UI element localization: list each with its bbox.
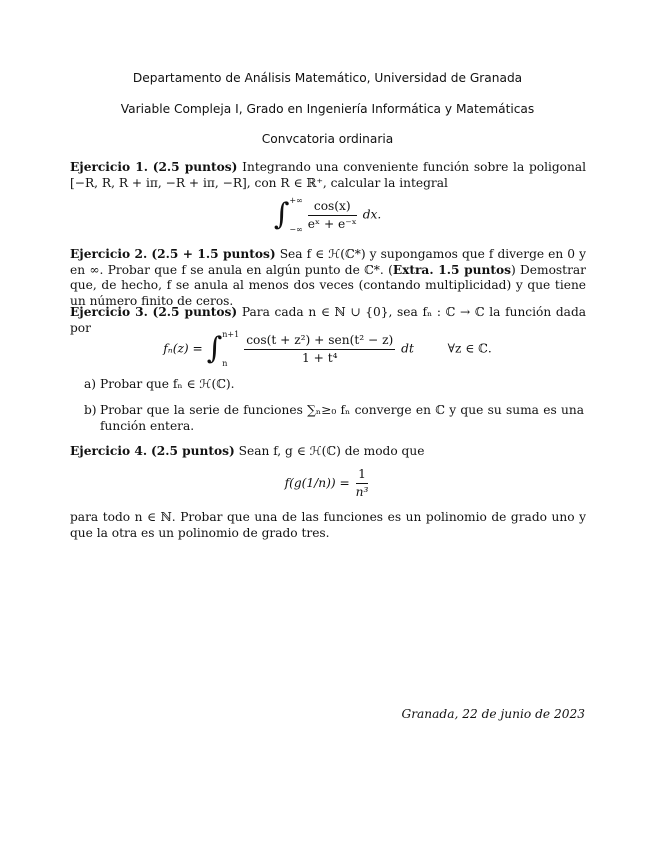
exercise-2-text-b: ) Demostrar que, de hecho, f se anula al menos dos veces (contando multiplicidad) y que tiene un número finito de ceros.: [70, 262, 586, 308]
exercise-4-equation: [0, 467, 655, 500]
exercise-1-text: Integrando una conveniente función sobre la poligonal [−R, R, R + iπ, −R + iπ, −R], con R ∈ ℝ⁺, calcular la integral: [70, 160, 587, 190]
fn-lhs: fₙ(z) =: [163, 341, 203, 356]
exercise-3-item-b: b) Probar que la serie de funciones ∑ₙ≥₀ fₙ converge en ℂ y que su suma es una función entera.: [84, 403, 584, 433]
exercise-2-points: (2.5 + 1.5 puntos): [151, 247, 276, 261]
exercise-1: [70, 160, 586, 191]
exercise-4-text: Sean f, g ∈ ℋ(ℂ) de modo que: [238, 444, 425, 458]
forall-clause: ∀z ∈ ℂ.: [447, 341, 492, 356]
rhs-fraction: $\frac{1}{\text{n³}}$: [355, 467, 369, 499]
exercise-3-text: Para cada n ∈ ℕ ∪ {0}, sea fₙ : ℂ → ℂ la función dada por: [70, 305, 587, 335]
exercise-3-item-a: a) Probar que fₙ ∈ ℋ(ℂ).: [84, 377, 235, 391]
integral-differential: dx.: [362, 207, 382, 222]
integral-sign-icon: ∫: [206, 331, 223, 366]
exercise-3-points: (2.5 puntos): [152, 305, 238, 319]
exercise-1-title: Ejercicio 1.: [70, 160, 148, 174]
integrand-fraction: $\frac{\cos(x)}{\text{eˣ + e⁻ˣ}}$: [307, 198, 357, 231]
department-header: Departamento de Análisis Matemático, Universidad de Granada: [132, 71, 523, 85]
integral-sign-icon: ∫: [273, 197, 290, 232]
exercise-4-title: Ejercicio 4.: [70, 444, 148, 458]
integral-limits: +∞ −∞: [289, 196, 303, 234]
course-header: Variable Compleja I, Grado en Ingeniería Informática y Matemáticas: [120, 102, 535, 116]
exercise-3-title: Ejercicio 3.: [70, 305, 148, 319]
exercise-1-integral: [0, 196, 655, 234]
exercise-2-title: Ejercicio 2.: [70, 247, 148, 261]
date-signature: Granada, 22 de junio de 2023: [401, 707, 585, 721]
exercise-4-points: (2.5 puntos): [150, 444, 235, 458]
exercise-4-conclusion: para todo n ∈ ℕ. Probar que una de las funciones es un polinomio de grado uno y que la otra es un polinomio de grado tres.: [70, 510, 586, 540]
exercise-4: [70, 444, 586, 460]
exercise-2: [70, 247, 586, 309]
exam-type-header: Convcatoria ordinaria: [261, 132, 394, 146]
composition-lhs: f(g(1/n)) =: [284, 476, 350, 490]
exercise-2-extra: Extra. 1.5 puntos: [392, 262, 511, 277]
exercise-2-text-a: Sea f ∈ ℋ(ℂ*) y supongamos que f diverge en 0 y en ∞. Probar que f se anula en algún punto de ℂ*. (: [70, 247, 586, 277]
exercise-3-definition: [0, 330, 655, 368]
integrand-fraction: $\frac{\text{cos(t + z²) + sen(t² − z)}}{\text{1 + t⁴}}$: [246, 332, 394, 365]
integral-limits: n+1 n: [222, 330, 240, 368]
integral-differential: dt: [401, 341, 414, 356]
exercise-1-points: (2.5 puntos): [152, 160, 238, 174]
